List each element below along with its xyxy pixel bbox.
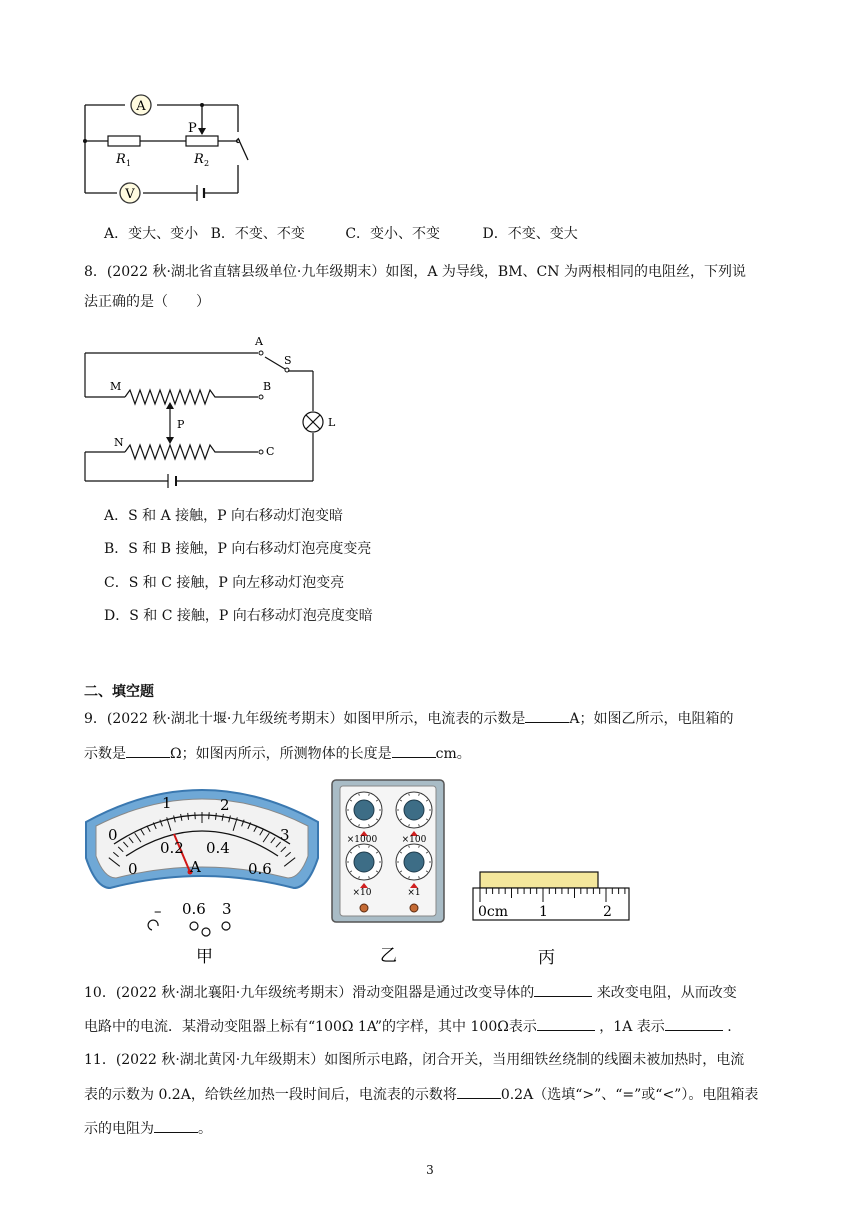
q8-option-b[interactable]: B．S 和 B 接触，P 向右移动灯泡亮度变亮: [104, 541, 372, 557]
caption-bing: 丙: [538, 948, 555, 968]
ammeter-top-1: 1: [162, 794, 172, 812]
ammeter-bottom-1: 0.2: [160, 839, 184, 857]
q8-option-c[interactable]: C．S 和 C 接触，P 向左移动灯泡变亮: [104, 575, 345, 591]
ammeter-unit: A: [190, 858, 201, 876]
q11-stem-line2: 表的示数为 0.2A，给铁丝加热一段时间后，电流表的示数将 0.2A（选填“>”、“=”或“<”）。电阻箱表: [84, 1084, 758, 1105]
resistance-box-figure: [330, 778, 450, 968]
dial-knob[interactable]: [404, 852, 424, 872]
dial-knob[interactable]: [354, 800, 374, 820]
r1-subscript: 1: [126, 159, 132, 168]
page-number: 3: [426, 1163, 434, 1177]
q8-option-d[interactable]: D．S 和 C 接触，P 向右移动灯泡亮度变暗: [104, 608, 373, 624]
ammeter-bottom-3: 0.6: [248, 860, 272, 878]
ruler-label-1: 1: [539, 904, 548, 920]
dial-knob[interactable]: [354, 852, 374, 872]
q10-blank-1[interactable]: [534, 982, 592, 997]
terminal-b-label: B: [263, 380, 272, 393]
q7-option-d[interactable]: D．不变、变大: [482, 226, 578, 242]
q9-blank-ammeter[interactable]: [525, 708, 569, 723]
q10-blank-3[interactable]: [665, 1016, 723, 1031]
ammeter-bottom-0: 0: [128, 860, 138, 878]
wire-n-label: N: [114, 436, 124, 449]
ammeter-tick: [195, 812, 196, 819]
q7-option-a[interactable]: A．变大、变小: [104, 226, 199, 242]
r1-label: R: [116, 152, 126, 167]
q7-options: [104, 224, 578, 244]
ammeter-figure: [82, 780, 322, 970]
q7-option-b[interactable]: B．不变、不变: [210, 226, 305, 242]
q8-stem-line2: 法正确的是（ ）: [84, 294, 210, 310]
wire-m-label: M: [110, 380, 122, 393]
r2-label: R: [194, 152, 204, 167]
q9-stem-line2: 示数是 Ω；如图丙所示，所测物体的长度是 cm。: [84, 743, 471, 764]
ruler-label-2: 2: [603, 904, 612, 920]
ammeter-bottom-2: 0.4: [206, 839, 230, 857]
dial-1000-label: ×1000: [346, 835, 378, 845]
ammeter-top-0: 0: [108, 826, 118, 844]
dial-10-label: ×10: [352, 888, 372, 898]
q11-stem-line3: 示的电阻为 。: [84, 1118, 212, 1139]
q8-circuit-diagram: [80, 333, 350, 493]
terminal-c-label: C: [266, 445, 275, 458]
dial-1-label: ×1: [407, 888, 421, 898]
switch-s-label: S: [284, 354, 292, 367]
wire-a-label: A: [255, 335, 263, 348]
slider-p-label: P: [177, 418, 185, 431]
q10-blank-2[interactable]: [537, 1016, 595, 1031]
ruler-label-0cm: 0cm: [478, 904, 509, 920]
q7-option-c[interactable]: C．变小、不变: [345, 226, 441, 242]
q11-stem-line1: 11．(2022 秋·湖北黄冈·九年级期末）如图所示电路，闭合开关，当用细铁丝绕制的线圈未被加热时，电流: [84, 1052, 745, 1068]
q10-stem-line2: 电路中的电流．某滑动变阻器上标有“100Ω 1A”的字样，其中 100Ω表示 ，1A 表示 .: [84, 1016, 732, 1037]
q11-blank-2[interactable]: [154, 1118, 198, 1133]
q9-blank-resistance-box[interactable]: [126, 743, 170, 758]
ruler-figure: [470, 860, 640, 970]
caption-jia: 甲: [196, 947, 213, 967]
terminal-06: 0.6: [182, 900, 206, 918]
q9-blank-length[interactable]: [392, 743, 436, 758]
terminal-negative: –: [154, 902, 162, 920]
q8-stem-line1: 8．(2022 秋·湖北省直辖县级单位·九年级期末）如图，A 为导线，BM、CN 为两根相同的电阻丝，下列说: [84, 264, 746, 280]
q9-stem-line1: 9．(2022 秋·湖北十堰·九年级统考期末）如图甲所示，电流表的示数是 A；如图乙所示，电阻箱的: [84, 708, 733, 729]
voltmeter-label: V: [125, 187, 135, 202]
ammeter-top-3: 3: [280, 826, 290, 844]
ammeter-tick: [209, 812, 210, 819]
q7-circuit-diagram: [80, 90, 260, 210]
ammeter-label: A: [136, 99, 146, 114]
dial-knob[interactable]: [404, 800, 424, 820]
terminal-3: 3: [222, 900, 232, 918]
dial-100-label: ×100: [401, 835, 427, 845]
caption-yi: 乙: [380, 946, 397, 966]
slider-label: P: [188, 121, 197, 136]
lamp-l-label: L: [328, 416, 336, 429]
q8-option-a[interactable]: A．S 和 A 接触，P 向右移动灯泡变暗: [104, 508, 344, 524]
q11-blank-1[interactable]: [457, 1084, 501, 1099]
r2-subscript: 2: [204, 159, 210, 168]
section-title: 二、填空题: [84, 684, 154, 700]
ammeter-top-2: 2: [220, 796, 230, 814]
q10-stem-line1: 10．(2022 秋·湖北襄阳·九年级统考期末）滑动变阻器是通过改变导体的 来改变电阻，从而改变: [84, 982, 737, 1003]
